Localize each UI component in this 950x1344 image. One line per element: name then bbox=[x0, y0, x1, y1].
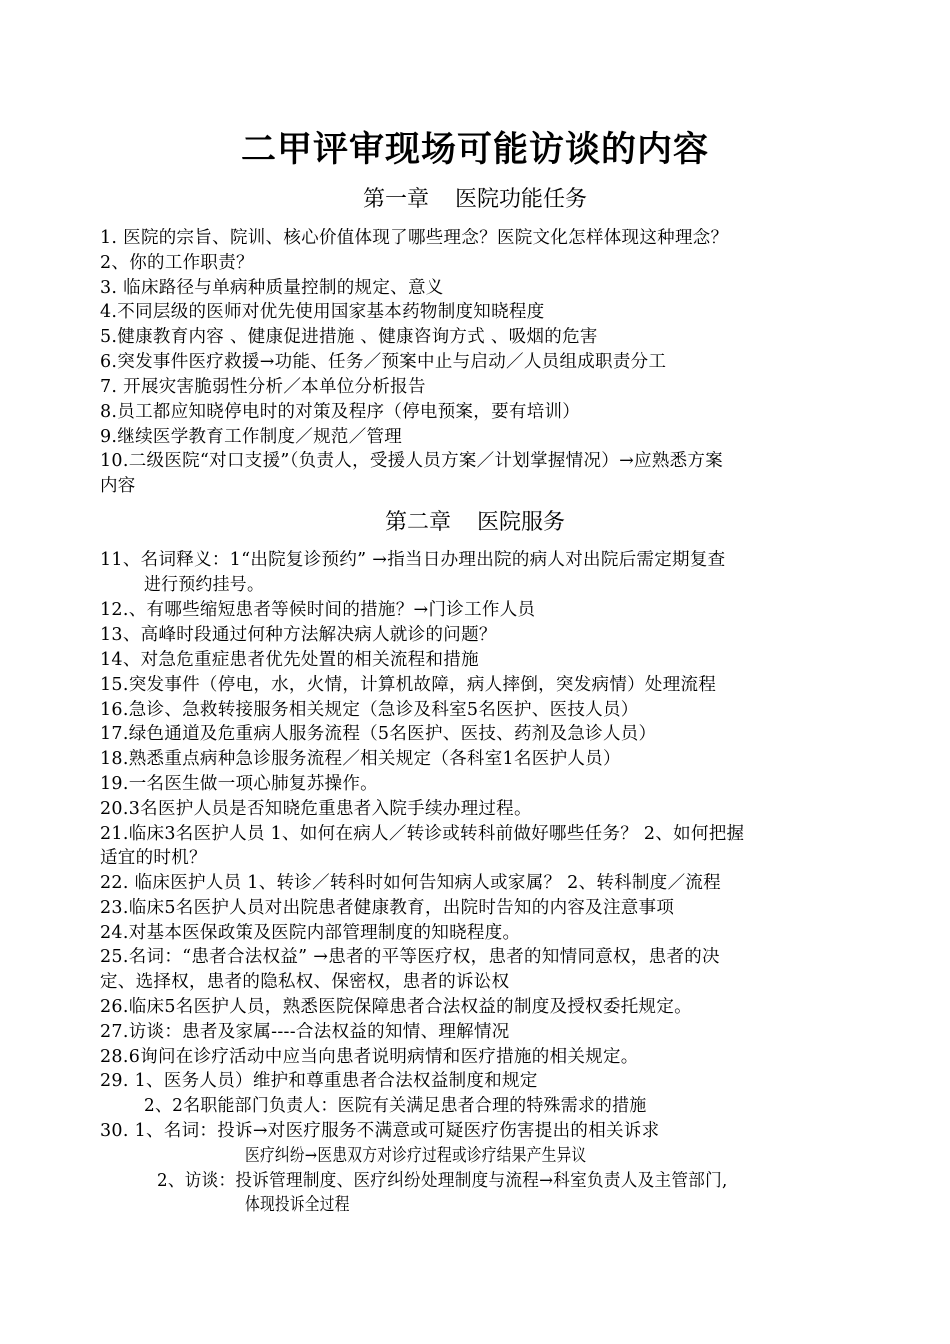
chapter-1-line: 8.员工都应知晓停电时的对策及程序（停电预案，要有培训） bbox=[100, 402, 581, 422]
chapter-2-line: 进行预约挂号。 bbox=[144, 575, 265, 595]
chapter-2-line: 24.对基本医保政策及医院内部管理制度的知晓程度。 bbox=[100, 923, 521, 943]
document-title: 二甲评审现场可能访谈的内容 bbox=[240, 129, 709, 170]
chapter-2-number: 第二章 bbox=[384, 510, 451, 535]
chapter-2-line: 23.临床5名医护人员对出院患者健康教育，出院时告知的内容及注意事项 bbox=[100, 898, 675, 918]
chapter-2-line: 28.6询问在诊疗活动中应当向患者说明病情和医疗措施的相关规定。 bbox=[100, 1047, 639, 1067]
chapter-2-line: 18.熟悉重点病种急诊服务流程／相关规定（各科室1名医护人员） bbox=[100, 749, 621, 769]
chapter-2-line: 医疗纠纷→医患双方对诊疗过程或诊疗结果产生异议 bbox=[245, 1146, 587, 1166]
chapter-2-line: 16.急诊、急救转接服务相关规定（急诊及科室5名医护、医技人员） bbox=[100, 700, 639, 720]
chapter-1-line: 2、你的工作职责？ bbox=[100, 253, 254, 273]
chapter-2-line: 13、高峰时段通过何种方法解决病人就诊的问题？ bbox=[100, 625, 497, 645]
chapter-1-name: 医院功能任务 bbox=[455, 187, 588, 212]
chapter-2-line: 11、名词释义：1“出院复诊预约” →指当日办理出院的病人对出院后需定期复查 bbox=[100, 550, 726, 570]
chapter-2-heading bbox=[0, 508, 950, 538]
chapter-2-line: 体现投诉全过程 bbox=[245, 1195, 350, 1215]
chapter-1-line: 6.突发事件医疗救援→功能、任务／预案中止与启动／人员组成职责分工 bbox=[100, 352, 667, 372]
chapter-1-number: 第一章 bbox=[362, 187, 429, 212]
chapter-2-line: 30. 1、名词：投诉→对医疗服务不满意或可疑医疗伤害提出的相关诉求 bbox=[100, 1121, 660, 1141]
chapter-2-line: 26.临床5名医护人员，熟悉医院保障患者合法权益的制度及授权委托规定。 bbox=[100, 997, 692, 1017]
chapter-2-line: 适宜的时机？ bbox=[100, 848, 207, 868]
chapter-1-line: 9.继续医学教育工作制度／规范／管理 bbox=[100, 427, 403, 447]
chapter-2-line: 15.突发事件（停电，水，火情，计算机故障，病人摔倒，突发病情）处理流程 bbox=[100, 675, 717, 695]
chapter-1-line: 7. 开展灾害脆弱性分析／本单位分析报告 bbox=[100, 377, 426, 397]
chapter-1-line: 3. 临床路径与单病种质量控制的规定、意义 bbox=[100, 278, 444, 298]
chapter-1-line: 4.不同层级的医师对优先使用国家基本药物制度知晓程度 bbox=[100, 302, 545, 322]
chapter-1-line: 10.二级医院“对口支援”（负责人，受援人员方案／计划掌握情况）→应熟悉方案 bbox=[100, 451, 724, 471]
chapter-2-line: 定、选择权，患者的隐私权、保密权，患者的诉讼权 bbox=[100, 972, 510, 992]
chapter-2-line: 2、2名职能部门负责人：医院有关满足患者合理的特殊需求的措施 bbox=[144, 1096, 647, 1116]
chapter-2-line: 22. 临床医护人员 1、转诊／转科时如何告知病人或家属？ 2、转科制度／流程 bbox=[100, 873, 721, 893]
chapter-2-line: 2、访谈：投诉管理制度、医疗纠纷处理制度与流程→科室负责人及主管部门, bbox=[157, 1171, 728, 1191]
chapter-1-line: 5.健康教育内容 、健康促进措施 、健康咨询方式 、吸烟的危害 bbox=[100, 327, 598, 347]
chapter-1-line: 内容 bbox=[100, 476, 136, 496]
chapter-2-line: 27.访谈：患者及家属----合法权益的知情、理解情况 bbox=[100, 1022, 510, 1042]
chapter-2-line: 17.绿色通道及危重病人服务流程（5名医护、医技、药剂及急诊人员） bbox=[100, 724, 657, 744]
chapter-2-line: 12.、有哪些缩短患者等候时间的措施？→门诊工作人员 bbox=[100, 600, 536, 620]
chapter-2-line: 29. 1、医务人员）维护和尊重患者合法权益制度和规定 bbox=[100, 1071, 538, 1091]
chapter-2-line: 14、对急危重症患者优先处置的相关流程和措施 bbox=[100, 650, 479, 670]
chapter-1-line: 1. 医院的宗旨、院训、核心价值体现了哪些理念？医院文化怎样体现这种理念？ bbox=[100, 228, 729, 248]
chapter-2-line: 20.3名医护人员是否知晓危重患者入院手续办理过程。 bbox=[100, 799, 532, 819]
chapter-2-line: 21.临床3名医护人员 1、如何在病人／转诊或转科前做好哪些任务？ 2、如何把握 bbox=[100, 824, 745, 844]
chapter-2-line: 19.一名医生做一项心肺复苏操作。 bbox=[100, 774, 378, 794]
chapter-2-name: 医院服务 bbox=[477, 510, 566, 535]
chapter-1-heading bbox=[0, 185, 950, 215]
chapter-2-line: 25.名词：“患者合法权益” →患者的平等医疗权，患者的知情同意权，患者的决 bbox=[100, 947, 720, 967]
